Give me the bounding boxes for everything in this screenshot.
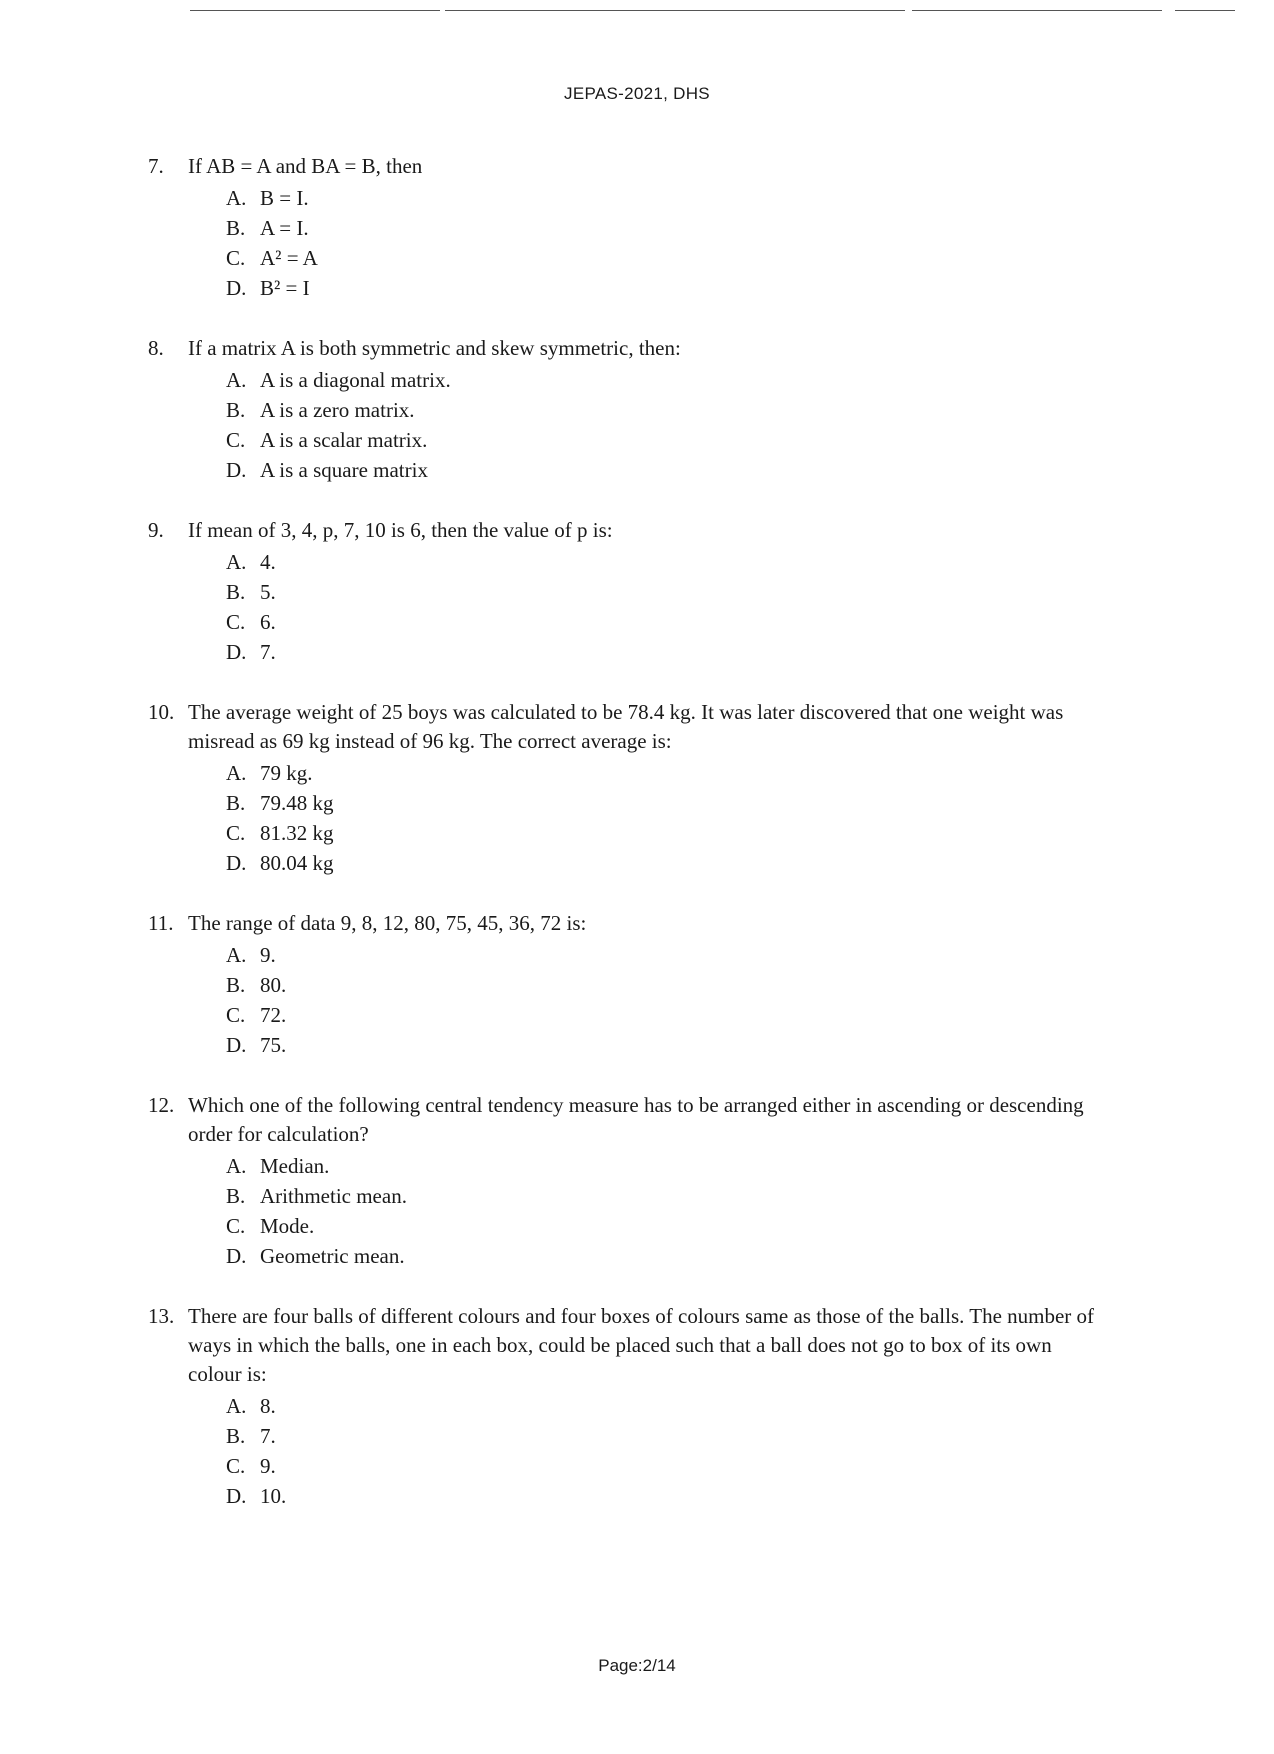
option-letter: D. bbox=[226, 1033, 247, 1057]
question-stem: The range of data 9, 8, 12, 80, 75, 45, 36, 72 is: bbox=[188, 911, 587, 935]
option-text: 6. bbox=[260, 610, 276, 634]
question-stem: There are four balls of different colours and four boxes of colours same as those of the balls. The number of ways in which the balls, one in each box, could be placed such that a ball does not go to box of its own colour is: bbox=[188, 1304, 1095, 1386]
option-text: B = I. bbox=[260, 186, 309, 210]
option-letter: A. bbox=[226, 1154, 247, 1178]
option-text: 9. bbox=[260, 943, 276, 967]
option-letter: C. bbox=[226, 246, 246, 270]
option-letter: B. bbox=[226, 216, 246, 240]
option-letter: D. bbox=[226, 276, 247, 300]
option-text: Median. bbox=[260, 1154, 330, 1178]
question-number: 11. bbox=[148, 911, 174, 935]
option-list bbox=[148, 1391, 1108, 1511]
option-b bbox=[226, 213, 1108, 243]
option-c bbox=[226, 243, 1108, 273]
option-letter: A. bbox=[226, 943, 247, 967]
option-c bbox=[226, 1211, 1108, 1241]
option-text: 7. bbox=[260, 640, 276, 664]
option-text: 80. bbox=[260, 973, 287, 997]
option-text: A is a scalar matrix. bbox=[260, 428, 428, 452]
option-list bbox=[148, 183, 1108, 303]
question-number: 12. bbox=[148, 1093, 175, 1117]
option-text: A is a square matrix bbox=[260, 458, 428, 482]
option-text: 8. bbox=[260, 1394, 276, 1418]
question-number: 8. bbox=[148, 336, 164, 360]
question-stem: The average weight of 25 boys was calculated to be 78.4 kg. It was later discovered that one weight was misread as 69 kg instead of 96 kg. The correct average is: bbox=[188, 700, 1064, 753]
option-a bbox=[226, 365, 1108, 395]
option-d bbox=[226, 848, 1108, 878]
question-8 bbox=[148, 334, 1108, 485]
option-b bbox=[226, 395, 1108, 425]
option-letter: C. bbox=[226, 610, 246, 634]
option-d bbox=[226, 455, 1108, 485]
option-letter: C. bbox=[226, 428, 246, 452]
option-letter: B. bbox=[226, 791, 246, 815]
option-letter: B. bbox=[226, 973, 246, 997]
option-text: 81.32 kg bbox=[260, 821, 334, 845]
option-text: Geometric mean. bbox=[260, 1244, 405, 1268]
option-text: 9. bbox=[260, 1454, 276, 1478]
option-letter: C. bbox=[226, 1003, 246, 1027]
option-letter: B. bbox=[226, 1424, 246, 1448]
question-11 bbox=[148, 909, 1108, 1060]
option-letter: D. bbox=[226, 1244, 247, 1268]
option-letter: C. bbox=[226, 821, 246, 845]
question-7 bbox=[148, 152, 1108, 303]
option-list bbox=[148, 758, 1108, 878]
option-b bbox=[226, 970, 1108, 1000]
option-list bbox=[148, 365, 1108, 485]
question-number: 7. bbox=[148, 154, 164, 178]
scan-border-line bbox=[190, 10, 440, 11]
option-d bbox=[226, 1241, 1108, 1271]
option-text: 10. bbox=[260, 1484, 287, 1508]
option-a bbox=[226, 758, 1108, 788]
question-stem: If a matrix A is both symmetric and skew symmetric, then: bbox=[188, 336, 681, 360]
option-text: 75. bbox=[260, 1033, 287, 1057]
option-list bbox=[148, 1151, 1108, 1271]
option-letter: D. bbox=[226, 1484, 247, 1508]
question-number: 13. bbox=[148, 1304, 175, 1328]
option-a bbox=[226, 940, 1108, 970]
question-stem: Which one of the following central tendency measure has to be arranged either in ascending or descending order for calculation? bbox=[188, 1093, 1084, 1146]
option-b bbox=[226, 788, 1108, 818]
option-list bbox=[148, 940, 1108, 1060]
option-text: 72. bbox=[260, 1003, 287, 1027]
option-d bbox=[226, 273, 1108, 303]
option-c bbox=[226, 1451, 1108, 1481]
option-letter: A. bbox=[226, 186, 247, 210]
option-text: 79.48 kg bbox=[260, 791, 334, 815]
option-letter: B. bbox=[226, 1184, 246, 1208]
option-letter: A. bbox=[226, 550, 247, 574]
option-c bbox=[226, 1000, 1108, 1030]
option-b bbox=[226, 1181, 1108, 1211]
question-13 bbox=[148, 1302, 1108, 1511]
scan-border-line bbox=[912, 10, 1162, 11]
option-c bbox=[226, 818, 1108, 848]
option-d bbox=[226, 637, 1108, 667]
option-text: Arithmetic mean. bbox=[260, 1184, 407, 1208]
question-10 bbox=[148, 698, 1108, 878]
option-text: 5. bbox=[260, 580, 276, 604]
scan-border-line bbox=[445, 10, 905, 11]
option-text: A² = A bbox=[260, 246, 318, 270]
option-c bbox=[226, 425, 1108, 455]
option-a bbox=[226, 1391, 1108, 1421]
question-9 bbox=[148, 516, 1108, 667]
option-a bbox=[226, 547, 1108, 577]
option-a bbox=[226, 1151, 1108, 1181]
option-letter: C. bbox=[226, 1214, 246, 1238]
question-stem: If mean of 3, 4, p, 7, 10 is 6, then the value of p is: bbox=[188, 518, 613, 542]
option-text: 79 kg. bbox=[260, 761, 313, 785]
scan-border-line bbox=[1175, 10, 1235, 11]
option-d bbox=[226, 1030, 1108, 1060]
option-letter: A. bbox=[226, 761, 247, 785]
option-letter: D. bbox=[226, 458, 247, 482]
option-letter: B. bbox=[226, 398, 246, 422]
option-letter: C. bbox=[226, 1454, 246, 1478]
question-stem: If AB = A and BA = B, then bbox=[188, 154, 423, 178]
option-c bbox=[226, 607, 1108, 637]
option-a bbox=[226, 183, 1108, 213]
question-number: 9. bbox=[148, 518, 164, 542]
option-letter: A. bbox=[226, 1394, 247, 1418]
question-list bbox=[148, 152, 1108, 1542]
option-text: 7. bbox=[260, 1424, 276, 1448]
option-letter: D. bbox=[226, 640, 247, 664]
option-letter: D. bbox=[226, 851, 247, 875]
question-number: 10. bbox=[148, 700, 175, 724]
option-text: A is a zero matrix. bbox=[260, 398, 415, 422]
option-text: Mode. bbox=[260, 1214, 315, 1238]
option-b bbox=[226, 577, 1108, 607]
question-12 bbox=[148, 1091, 1108, 1271]
option-text: A is a diagonal matrix. bbox=[260, 368, 451, 392]
option-list bbox=[148, 547, 1108, 667]
option-text: B² = I bbox=[260, 276, 310, 300]
option-b bbox=[226, 1421, 1108, 1451]
page-header: JEPAS-2021, DHS bbox=[564, 84, 710, 103]
option-text: 80.04 kg bbox=[260, 851, 334, 875]
option-letter: B. bbox=[226, 580, 246, 604]
option-text: 4. bbox=[260, 550, 276, 574]
option-d bbox=[226, 1481, 1108, 1511]
page-number: Page:2/14 bbox=[598, 1656, 676, 1675]
option-text: A = I. bbox=[260, 216, 309, 240]
option-letter: A. bbox=[226, 368, 247, 392]
